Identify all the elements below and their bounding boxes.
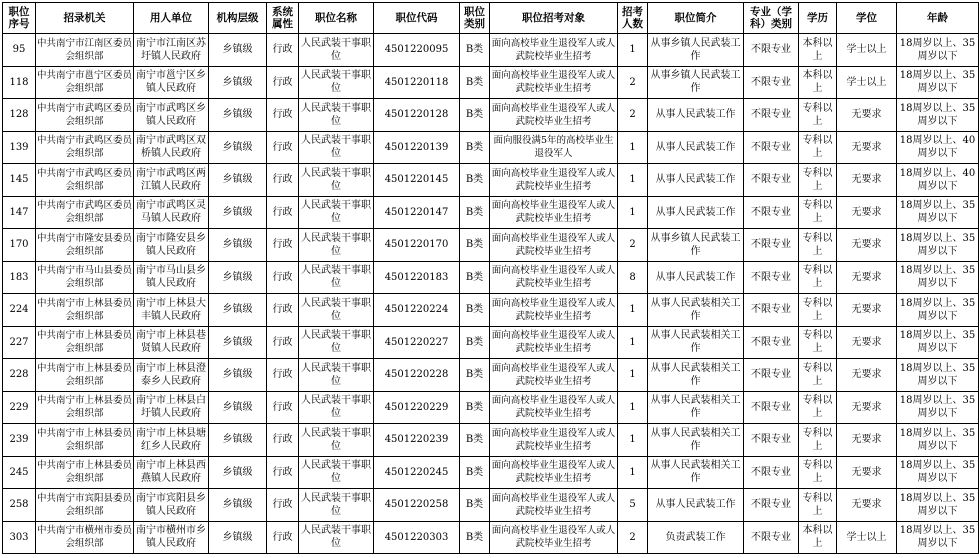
cell-intro: 从事人民武装工作 <box>648 261 744 294</box>
cell-age: 18周岁以上、35周岁以下 <box>897 391 979 424</box>
cell-agency: 中共南宁市武鸣区委员会组织部 <box>36 99 134 132</box>
cell-target: 面向高校毕业生退役军人或人武院校毕业生招考 <box>490 391 618 424</box>
cell-agency: 中共南宁市马山县委员会组织部 <box>36 261 134 294</box>
table-row <box>3 521 979 554</box>
table-row <box>3 131 979 164</box>
cell-employer: 南宁市隆安县乡镇人民政府 <box>134 229 209 262</box>
header-level: 机构层级 <box>209 3 267 34</box>
cell-age: 18周岁以上、35周岁以下 <box>897 326 979 359</box>
cell-employer: 南宁市武鸣区乡镇人民政府 <box>134 99 209 132</box>
cell-employer: 南宁市武鸣区灵马镇人民政府 <box>134 196 209 229</box>
cell-target: 面向高校毕业生退役军人或人武院校毕业生招考 <box>490 229 618 262</box>
table-row <box>3 294 979 327</box>
cell-agency: 中共南宁市邕宁区委员会组织部 <box>36 66 134 99</box>
cell-education: 专科以上 <box>799 131 837 164</box>
cell-agency: 中共南宁市武鸣区委员会组织部 <box>36 131 134 164</box>
cell-position-code: 4501220229 <box>374 391 460 424</box>
cell-seq: 170 <box>3 229 36 262</box>
cell-position-code: 4501220245 <box>374 456 460 489</box>
cell-employer: 南宁市宾阳县乡镇人民政府 <box>134 489 209 522</box>
cell-target: 面向高校毕业生退役军人或人武院校毕业生招考 <box>490 196 618 229</box>
cell-agency: 中共南宁市上林县委员会组织部 <box>36 391 134 424</box>
cell-target: 面向高校毕业生退役军人或人武院校毕业生招考 <box>490 99 618 132</box>
cell-degree: 无要求 <box>837 456 897 489</box>
cell-major: 不限专业 <box>744 261 799 294</box>
cell-count: 5 <box>618 489 648 522</box>
cell-degree: 无要求 <box>837 261 897 294</box>
cell-position-name: 人民武装干事职位 <box>299 359 374 392</box>
cell-intro: 从事乡镇人民武装工作 <box>648 66 744 99</box>
cell-seq: 128 <box>3 99 36 132</box>
cell-position-name: 人民武装干事职位 <box>299 261 374 294</box>
cell-position-name: 人民武装干事职位 <box>299 456 374 489</box>
cell-target: 面向高校毕业生退役军人或人武院校毕业生招考 <box>490 359 618 392</box>
cell-seq: 224 <box>3 294 36 327</box>
cell-degree: 无要求 <box>837 131 897 164</box>
cell-major: 不限专业 <box>744 66 799 99</box>
cell-education: 专科以上 <box>799 196 837 229</box>
cell-intro: 从事人民武装工作 <box>648 99 744 132</box>
cell-age: 18周岁以上、35周岁以下 <box>897 456 979 489</box>
cell-agency: 中共南宁市上林县委员会组织部 <box>36 424 134 457</box>
cell-education: 专科以上 <box>799 489 837 522</box>
cell-major: 不限专业 <box>744 326 799 359</box>
table-row <box>3 196 979 229</box>
cell-age: 18周岁以上、40周岁以下 <box>897 131 979 164</box>
cell-position-name: 人民武装干事职位 <box>299 391 374 424</box>
header-target: 职位招考对象 <box>490 3 618 34</box>
cell-degree: 无要求 <box>837 391 897 424</box>
cell-seq: 258 <box>3 489 36 522</box>
cell-category: B类 <box>460 326 490 359</box>
cell-major: 不限专业 <box>744 229 799 262</box>
cell-degree: 无要求 <box>837 164 897 197</box>
cell-degree: 学士以上 <box>837 34 897 67</box>
cell-position-code: 4501220227 <box>374 326 460 359</box>
cell-agency: 中共南宁市上林县委员会组织部 <box>36 456 134 489</box>
cell-system: 行政 <box>267 164 299 197</box>
cell-level: 乡镇级 <box>209 66 267 99</box>
cell-level: 乡镇级 <box>209 521 267 554</box>
cell-position-code: 4501220128 <box>374 99 460 132</box>
cell-intro: 从事人民武装相关工作 <box>648 326 744 359</box>
cell-level: 乡镇级 <box>209 294 267 327</box>
cell-target: 面向高校毕业生退役军人或人武院校毕业生招考 <box>490 489 618 522</box>
cell-major: 不限专业 <box>744 521 799 554</box>
cell-count: 1 <box>618 196 648 229</box>
cell-age: 18周岁以上、35周岁以下 <box>897 294 979 327</box>
cell-position-code: 4501220147 <box>374 196 460 229</box>
cell-education: 专科以上 <box>799 326 837 359</box>
cell-system: 行政 <box>267 229 299 262</box>
cell-employer: 南宁市上林县白圩镇人民政府 <box>134 391 209 424</box>
table-row <box>3 66 979 99</box>
cell-category: B类 <box>460 261 490 294</box>
cell-degree: 无要求 <box>837 326 897 359</box>
cell-position-name: 人民武装干事职位 <box>299 521 374 554</box>
cell-count: 1 <box>618 391 648 424</box>
cell-target: 面向高校毕业生退役军人或人武院校毕业生招考 <box>490 424 618 457</box>
cell-intro: 从事人民武装工作 <box>648 131 744 164</box>
cell-employer: 南宁市上林县塘红乡人民政府 <box>134 424 209 457</box>
cell-system: 行政 <box>267 131 299 164</box>
cell-position-code: 4501220118 <box>374 66 460 99</box>
cell-employer: 南宁市上林县巷贤镇人民政府 <box>134 326 209 359</box>
cell-position-name: 人民武装干事职位 <box>299 424 374 457</box>
cell-target: 面向高校毕业生退役军人或人武院校毕业生招考 <box>490 456 618 489</box>
cell-count: 2 <box>618 99 648 132</box>
cell-agency: 中共南宁市武鸣区委员会组织部 <box>36 196 134 229</box>
cell-employer: 南宁市马山县乡镇人民政府 <box>134 261 209 294</box>
cell-employer: 南宁市上林县大丰镇人民政府 <box>134 294 209 327</box>
cell-system: 行政 <box>267 359 299 392</box>
cell-level: 乡镇级 <box>209 391 267 424</box>
cell-agency: 中共南宁市上林县委员会组织部 <box>36 359 134 392</box>
cell-count: 1 <box>618 131 648 164</box>
cell-agency: 中共南宁市上林县委员会组织部 <box>36 326 134 359</box>
table-row <box>3 261 979 294</box>
cell-count: 1 <box>618 164 648 197</box>
header-count: 招考 人数 <box>618 3 648 34</box>
table-row <box>3 359 979 392</box>
cell-degree: 无要求 <box>837 359 897 392</box>
table-body <box>3 34 979 554</box>
cell-position-name: 人民武装干事职位 <box>299 326 374 359</box>
cell-system: 行政 <box>267 391 299 424</box>
cell-target: 面向高校毕业生退役军人或人武院校毕业生招考 <box>490 326 618 359</box>
cell-level: 乡镇级 <box>209 489 267 522</box>
cell-position-name: 人民武装干事职位 <box>299 34 374 67</box>
cell-intro: 从事人民武装工作 <box>648 196 744 229</box>
cell-education: 专科以上 <box>799 294 837 327</box>
header-seq: 职位 序号 <box>3 3 36 34</box>
cell-education: 本科以上 <box>799 66 837 99</box>
header-intro: 职位简介 <box>648 3 744 34</box>
cell-agency: 中共南宁市隆安县委员会组织部 <box>36 229 134 262</box>
cell-agency: 中共南宁市宾阳县委员会组织部 <box>36 489 134 522</box>
cell-count: 2 <box>618 66 648 99</box>
cell-degree: 无要求 <box>837 294 897 327</box>
table-row <box>3 489 979 522</box>
cell-intro: 从事人民武装相关工作 <box>648 359 744 392</box>
cell-level: 乡镇级 <box>209 34 267 67</box>
cell-intro: 从事人民武装相关工作 <box>648 424 744 457</box>
cell-position-code: 4501220170 <box>374 229 460 262</box>
cell-employer: 南宁市横州市乡镇人民政府 <box>134 521 209 554</box>
cell-seq: 227 <box>3 326 36 359</box>
cell-age: 18周岁以上、35周岁以下 <box>897 196 979 229</box>
cell-seq: 183 <box>3 261 36 294</box>
cell-intro: 从事人民武装工作 <box>648 164 744 197</box>
cell-system: 行政 <box>267 196 299 229</box>
cell-employer: 南宁市武鸣区两江镇人民政府 <box>134 164 209 197</box>
cell-seq: 95 <box>3 34 36 67</box>
cell-position-name: 人民武装干事职位 <box>299 196 374 229</box>
cell-position-code: 4501220239 <box>374 424 460 457</box>
cell-education: 专科以上 <box>799 359 837 392</box>
cell-intro: 从事乡镇人民武装工作 <box>648 34 744 67</box>
cell-seq: 303 <box>3 521 36 554</box>
cell-age: 18周岁以上、35周岁以下 <box>897 359 979 392</box>
cell-age: 18周岁以上、35周岁以下 <box>897 424 979 457</box>
cell-level: 乡镇级 <box>209 456 267 489</box>
cell-level: 乡镇级 <box>209 261 267 294</box>
cell-major: 不限专业 <box>744 489 799 522</box>
cell-intro: 从事人民武装相关工作 <box>648 294 744 327</box>
cell-level: 乡镇级 <box>209 424 267 457</box>
cell-degree: 无要求 <box>837 489 897 522</box>
cell-major: 不限专业 <box>744 391 799 424</box>
cell-age: 18周岁以上、35周岁以下 <box>897 261 979 294</box>
cell-major: 不限专业 <box>744 424 799 457</box>
cell-position-code: 4501220258 <box>374 489 460 522</box>
cell-seq: 139 <box>3 131 36 164</box>
header-agency: 招录机关 <box>36 3 134 34</box>
cell-position-code: 4501220139 <box>374 131 460 164</box>
cell-category: B类 <box>460 424 490 457</box>
cell-category: B类 <box>460 229 490 262</box>
table-row <box>3 391 979 424</box>
cell-count: 2 <box>618 521 648 554</box>
cell-level: 乡镇级 <box>209 164 267 197</box>
cell-count: 8 <box>618 261 648 294</box>
cell-major: 不限专业 <box>744 294 799 327</box>
cell-age: 18周岁以上、40周岁以下 <box>897 164 979 197</box>
cell-employer: 南宁市武鸣区双桥镇人民政府 <box>134 131 209 164</box>
cell-position-code: 4501220224 <box>374 294 460 327</box>
header-position-code: 职位代码 <box>374 3 460 34</box>
table-row <box>3 34 979 67</box>
cell-position-code: 4501220145 <box>374 164 460 197</box>
cell-degree: 无要求 <box>837 99 897 132</box>
cell-count: 1 <box>618 456 648 489</box>
cell-position-name: 人民武装干事职位 <box>299 164 374 197</box>
cell-age: 18周岁以上、35周岁以下 <box>897 66 979 99</box>
table-row <box>3 99 979 132</box>
cell-education: 本科以上 <box>799 34 837 67</box>
header-major: 专业（学 科）类别 <box>744 3 799 34</box>
cell-seq: 245 <box>3 456 36 489</box>
table-row <box>3 164 979 197</box>
header-education: 学历 <box>799 3 837 34</box>
cell-count: 2 <box>618 229 648 262</box>
cell-category: B类 <box>460 391 490 424</box>
cell-position-name: 人民武装干事职位 <box>299 294 374 327</box>
cell-level: 乡镇级 <box>209 326 267 359</box>
cell-employer: 南宁市江南区苏圩镇人民政府 <box>134 34 209 67</box>
cell-major: 不限专业 <box>744 456 799 489</box>
cell-category: B类 <box>460 489 490 522</box>
cell-employer: 南宁市上林县澄泰乡人民政府 <box>134 359 209 392</box>
cell-count: 1 <box>618 424 648 457</box>
positions-table <box>2 2 979 554</box>
cell-position-name: 人民武装干事职位 <box>299 99 374 132</box>
cell-position-name: 人民武装干事职位 <box>299 489 374 522</box>
cell-degree: 无要求 <box>837 196 897 229</box>
cell-category: B类 <box>460 99 490 132</box>
header-employer: 用人单位 <box>134 3 209 34</box>
cell-count: 1 <box>618 294 648 327</box>
cell-seq: 145 <box>3 164 36 197</box>
cell-seq: 228 <box>3 359 36 392</box>
cell-level: 乡镇级 <box>209 99 267 132</box>
cell-count: 1 <box>618 326 648 359</box>
cell-target: 面向高校毕业生退役军人或人武院校毕业生招考 <box>490 521 618 554</box>
cell-target: 面向服役满5年的高校毕业生退役军人 <box>490 131 618 164</box>
cell-employer: 南宁市上林县西燕镇人民政府 <box>134 456 209 489</box>
cell-agency: 中共南宁市横州市委员会组织部 <box>36 521 134 554</box>
cell-major: 不限专业 <box>744 99 799 132</box>
header-row <box>3 3 979 34</box>
cell-position-name: 人民武装干事职位 <box>299 66 374 99</box>
cell-major: 不限专业 <box>744 34 799 67</box>
cell-intro: 从事人民武装相关工作 <box>648 391 744 424</box>
cell-major: 不限专业 <box>744 196 799 229</box>
cell-system: 行政 <box>267 456 299 489</box>
cell-major: 不限专业 <box>744 359 799 392</box>
cell-education: 专科以上 <box>799 99 837 132</box>
cell-position-code: 4501220183 <box>374 261 460 294</box>
cell-level: 乡镇级 <box>209 131 267 164</box>
cell-seq: 229 <box>3 391 36 424</box>
table-row <box>3 424 979 457</box>
cell-target: 面向高校毕业生退役军人或人武院校毕业生招考 <box>490 164 618 197</box>
cell-category: B类 <box>460 164 490 197</box>
table-row <box>3 456 979 489</box>
cell-agency: 中共南宁市上林县委员会组织部 <box>36 294 134 327</box>
cell-intro: 从事人民武装相关工作 <box>648 456 744 489</box>
cell-system: 行政 <box>267 66 299 99</box>
cell-major: 不限专业 <box>744 164 799 197</box>
cell-age: 18周岁以上、35周岁以下 <box>897 521 979 554</box>
cell-target: 面向高校毕业生退役军人或人武院校毕业生招考 <box>490 294 618 327</box>
cell-education: 专科以上 <box>799 261 837 294</box>
cell-target: 面向高校毕业生退役军人或人武院校毕业生招考 <box>490 66 618 99</box>
cell-major: 不限专业 <box>744 131 799 164</box>
cell-category: B类 <box>460 359 490 392</box>
cell-category: B类 <box>460 521 490 554</box>
cell-target: 面向高校毕业生退役军人或人武院校毕业生招考 <box>490 261 618 294</box>
cell-degree: 无要求 <box>837 229 897 262</box>
cell-age: 18周岁以上、35周岁以下 <box>897 99 979 132</box>
header-degree: 学位 <box>837 3 897 34</box>
cell-category: B类 <box>460 34 490 67</box>
cell-target: 面向高校毕业生退役军人或人武院校毕业生招考 <box>490 34 618 67</box>
header-position-name: 职位名称 <box>299 3 374 34</box>
cell-agency: 中共南宁市武鸣区委员会组织部 <box>36 164 134 197</box>
cell-category: B类 <box>460 294 490 327</box>
cell-age: 18周岁以上、35周岁以下 <box>897 229 979 262</box>
cell-degree: 学士以上 <box>837 521 897 554</box>
header-category: 职位 类别 <box>460 3 490 34</box>
cell-system: 行政 <box>267 424 299 457</box>
cell-education: 专科以上 <box>799 456 837 489</box>
cell-system: 行政 <box>267 521 299 554</box>
cell-system: 行政 <box>267 294 299 327</box>
cell-age: 18周岁以上、35周岁以下 <box>897 489 979 522</box>
cell-age: 18周岁以上、35周岁以下 <box>897 34 979 67</box>
cell-position-name: 人民武装干事职位 <box>299 131 374 164</box>
header-age: 年龄 <box>897 3 979 34</box>
cell-education: 本科以上 <box>799 521 837 554</box>
cell-system: 行政 <box>267 326 299 359</box>
cell-intro: 从事乡镇人民武装工作 <box>648 229 744 262</box>
cell-employer: 南宁市邕宁区乡镇人民政府 <box>134 66 209 99</box>
cell-level: 乡镇级 <box>209 196 267 229</box>
table-row <box>3 229 979 262</box>
cell-intro: 从事人民武装工作 <box>648 489 744 522</box>
cell-education: 专科以上 <box>799 424 837 457</box>
cell-level: 乡镇级 <box>209 229 267 262</box>
cell-seq: 147 <box>3 196 36 229</box>
cell-education: 专科以上 <box>799 391 837 424</box>
cell-category: B类 <box>460 456 490 489</box>
cell-system: 行政 <box>267 489 299 522</box>
cell-system: 行政 <box>267 261 299 294</box>
cell-position-code: 4501220228 <box>374 359 460 392</box>
cell-position-name: 人民武装干事职位 <box>299 229 374 262</box>
cell-agency: 中共南宁市江南区委员会组织部 <box>36 34 134 67</box>
cell-degree: 无要求 <box>837 424 897 457</box>
cell-intro: 负责武装工作 <box>648 521 744 554</box>
header-system: 系统 属性 <box>267 3 299 34</box>
cell-position-code: 4501220095 <box>374 34 460 67</box>
cell-level: 乡镇级 <box>209 359 267 392</box>
cell-system: 行政 <box>267 34 299 67</box>
cell-seq: 239 <box>3 424 36 457</box>
cell-degree: 学士以上 <box>837 66 897 99</box>
cell-system: 行政 <box>267 99 299 132</box>
cell-education: 专科以上 <box>799 164 837 197</box>
cell-category: B类 <box>460 131 490 164</box>
cell-category: B类 <box>460 196 490 229</box>
cell-education: 专科以上 <box>799 229 837 262</box>
cell-count: 1 <box>618 34 648 67</box>
cell-seq: 118 <box>3 66 36 99</box>
cell-position-code: 4501220303 <box>374 521 460 554</box>
table-row <box>3 326 979 359</box>
cell-count: 1 <box>618 359 648 392</box>
cell-category: B类 <box>460 66 490 99</box>
